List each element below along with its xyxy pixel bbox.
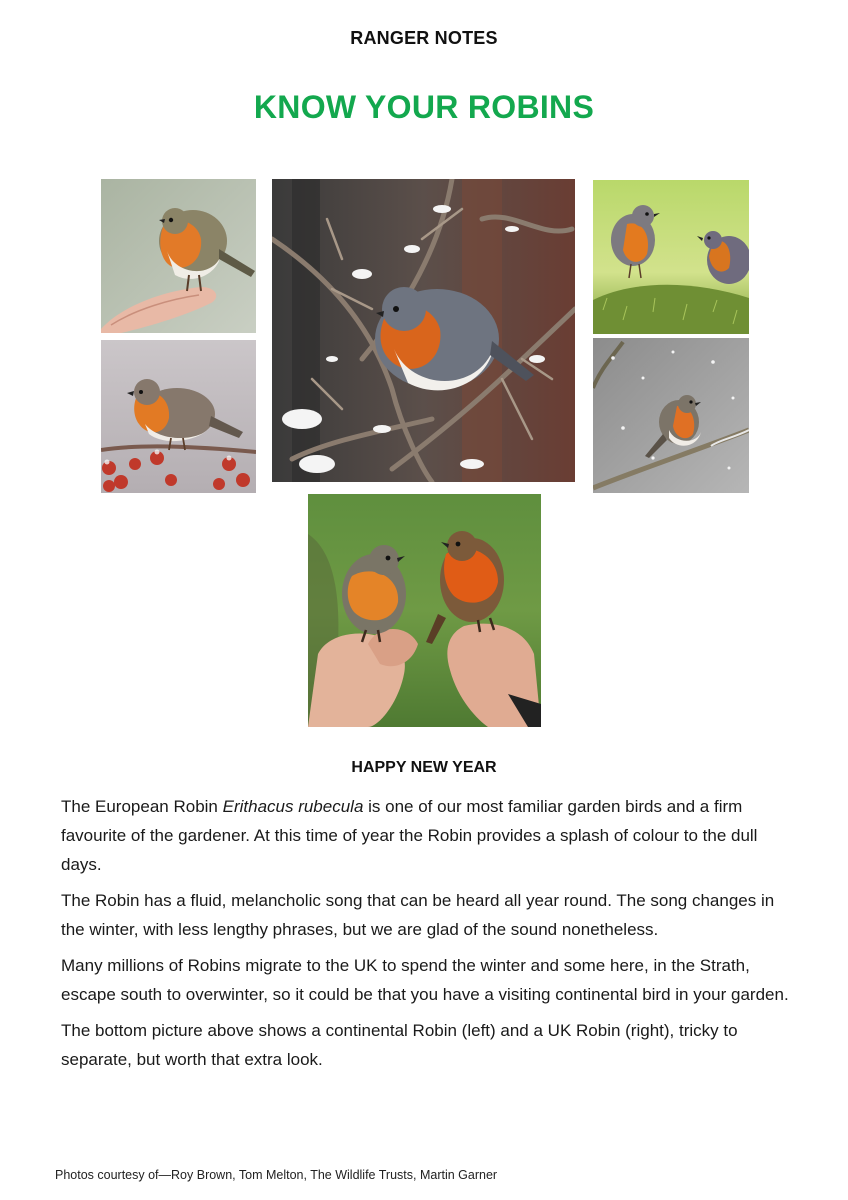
photo-two-robins-grass bbox=[593, 180, 749, 334]
photo-robins-in-hands bbox=[308, 494, 541, 727]
paragraph-intro-lead: The European Robin bbox=[61, 797, 223, 816]
photo-robin-on-hand bbox=[101, 179, 256, 333]
paragraph-intro bbox=[61, 792, 791, 879]
scientific-name: Erithacus rubecula bbox=[222, 797, 364, 816]
article-body bbox=[61, 792, 791, 1081]
paragraph-comparison: The bottom picture above shows a continental Robin (left) and a UK Robin (right), tricky to separate, but worth that extra look. bbox=[61, 1021, 738, 1069]
paragraph-intro-rest: is one of our most familiar garden birds and a firm favourite of the gardener. At this time of year the Robin provides a splash of colour to the dull days. bbox=[61, 797, 758, 874]
photo-robin-falling-snow bbox=[593, 338, 749, 493]
photo-credits: Photos courtesy of—Roy Brown, Tom Melton, The Wildlife Trusts, Martin Garner bbox=[55, 1168, 498, 1182]
section-heading: RANGER NOTES bbox=[350, 28, 498, 48]
article-subheading: HAPPY NEW YEAR bbox=[351, 759, 497, 776]
paragraph-song: The Robin has a fluid, melancholic song that can be heard all year round. The song changes in the winter, with less lengthy phrases, but we are glad of the sound nonetheless. bbox=[61, 891, 775, 939]
photo-robin-snowy-branch bbox=[272, 179, 575, 482]
photo-robin-berries bbox=[101, 340, 256, 493]
paragraph-migration: Many millions of Robins migrate to the UK to spend the winter and some here, in the Strath, escape south to overwinter, so it could be that you have a visiting continental bird in your garden. bbox=[61, 956, 789, 1004]
page-title: KNOW YOUR ROBINS bbox=[253, 89, 595, 125]
